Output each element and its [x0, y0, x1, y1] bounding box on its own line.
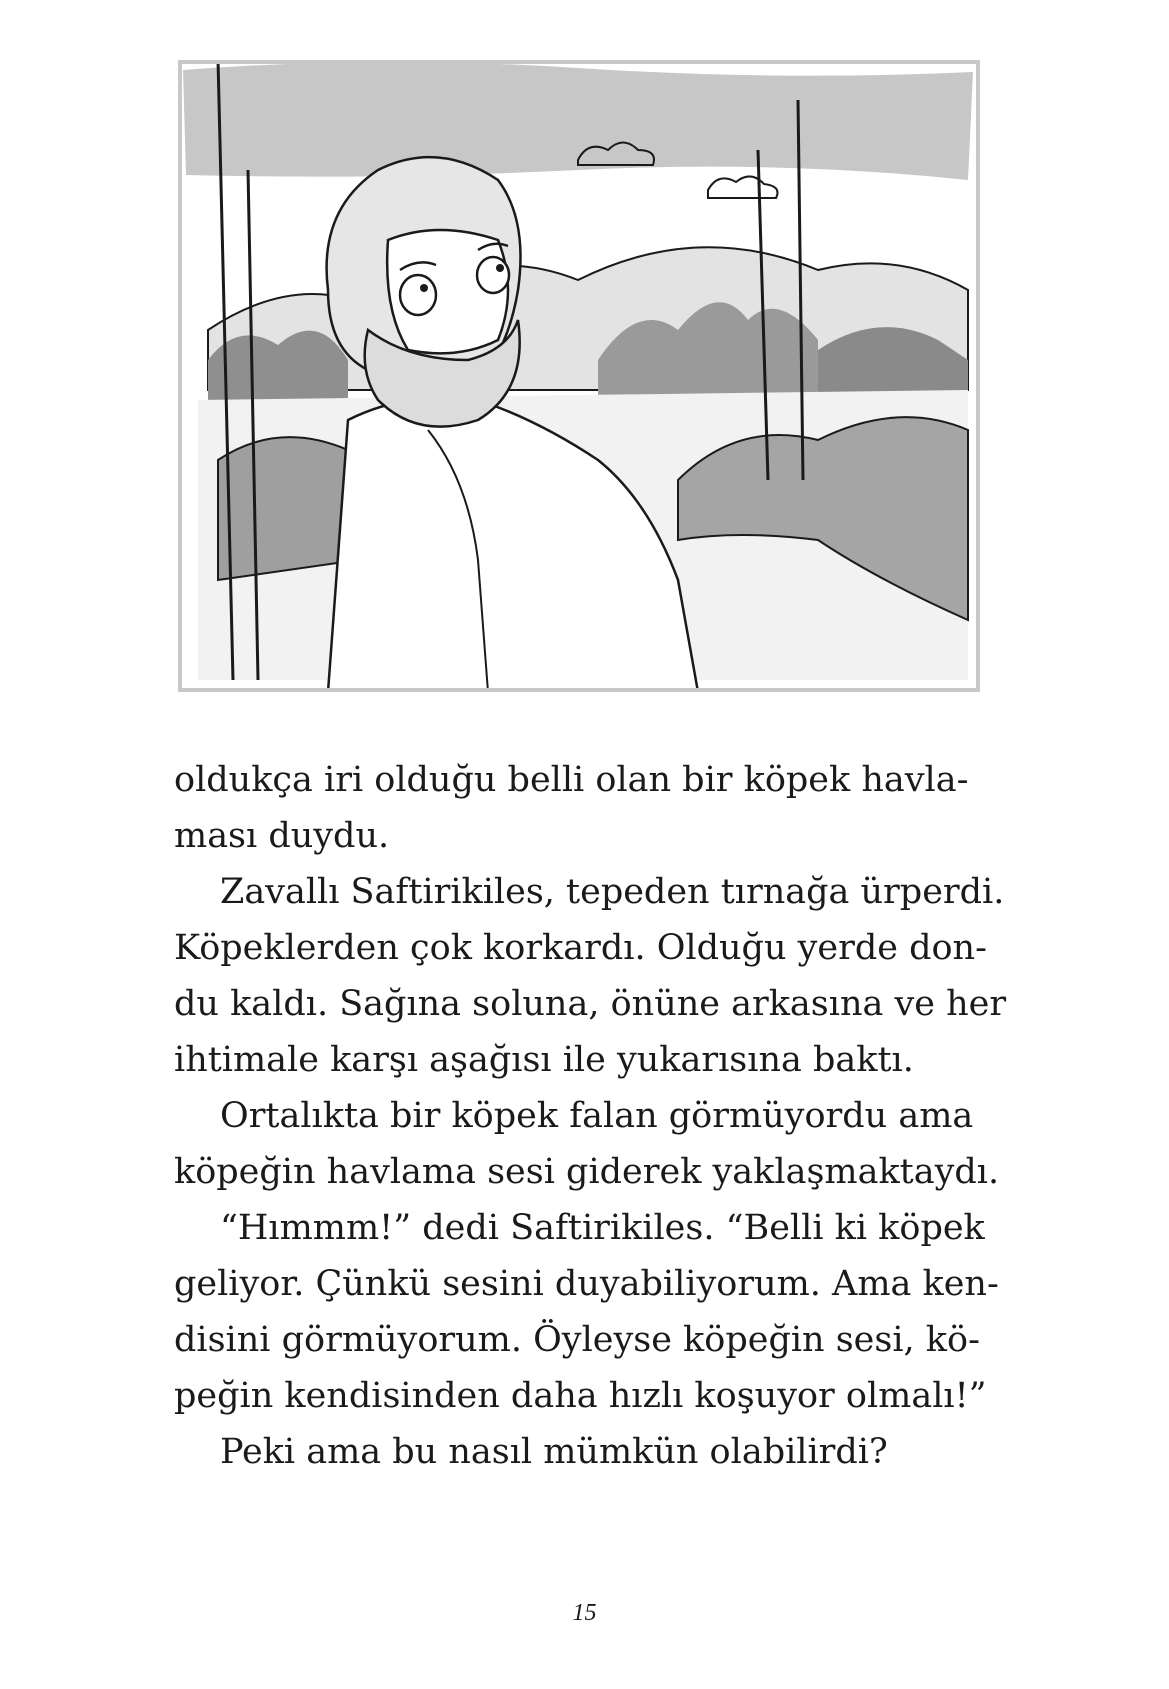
- story-illustration: [178, 60, 980, 692]
- story-line: du kaldı. Sağına soluna, önüne arkasına ve her: [174, 984, 1007, 1024]
- story-line: Peki ama bu nasıl mümkün olabilirdi?: [220, 1432, 888, 1472]
- page-number: 15: [572, 1600, 597, 1626]
- story-line: peğin kendisinden daha hızlı koşuyor olmalı!”: [174, 1376, 987, 1416]
- story-line: disini görmüyorum. Öyleyse köpeğin sesi, kö-: [174, 1320, 980, 1360]
- story-line: “Hımmm!” dedi Saftirikiles. “Belli ki köpek: [220, 1208, 985, 1248]
- story-line: ması duydu.: [174, 816, 390, 856]
- story-line: Ortalıkta bir köpek falan görmüyordu ama: [220, 1096, 974, 1136]
- story-line: oldukça iri olduğu belli olan bir köpek havla-: [174, 760, 969, 800]
- story-line: köpeğin havlama sesi giderek yaklaşmaktaydı.: [174, 1152, 1000, 1192]
- story-line: Köpeklerden çok korkardı. Olduğu yerde don-: [174, 928, 987, 968]
- story-text: [174, 752, 1007, 1480]
- story-line: geliyor. Çünkü sesini duyabiliyorum. Ama ken-: [174, 1264, 999, 1304]
- story-line: ihtimale karşı aşağısı ile yukarısına baktı.: [174, 1040, 914, 1080]
- story-line: Zavallı Saftirikiles, tepeden tırnağa ürperdi.: [220, 872, 1005, 912]
